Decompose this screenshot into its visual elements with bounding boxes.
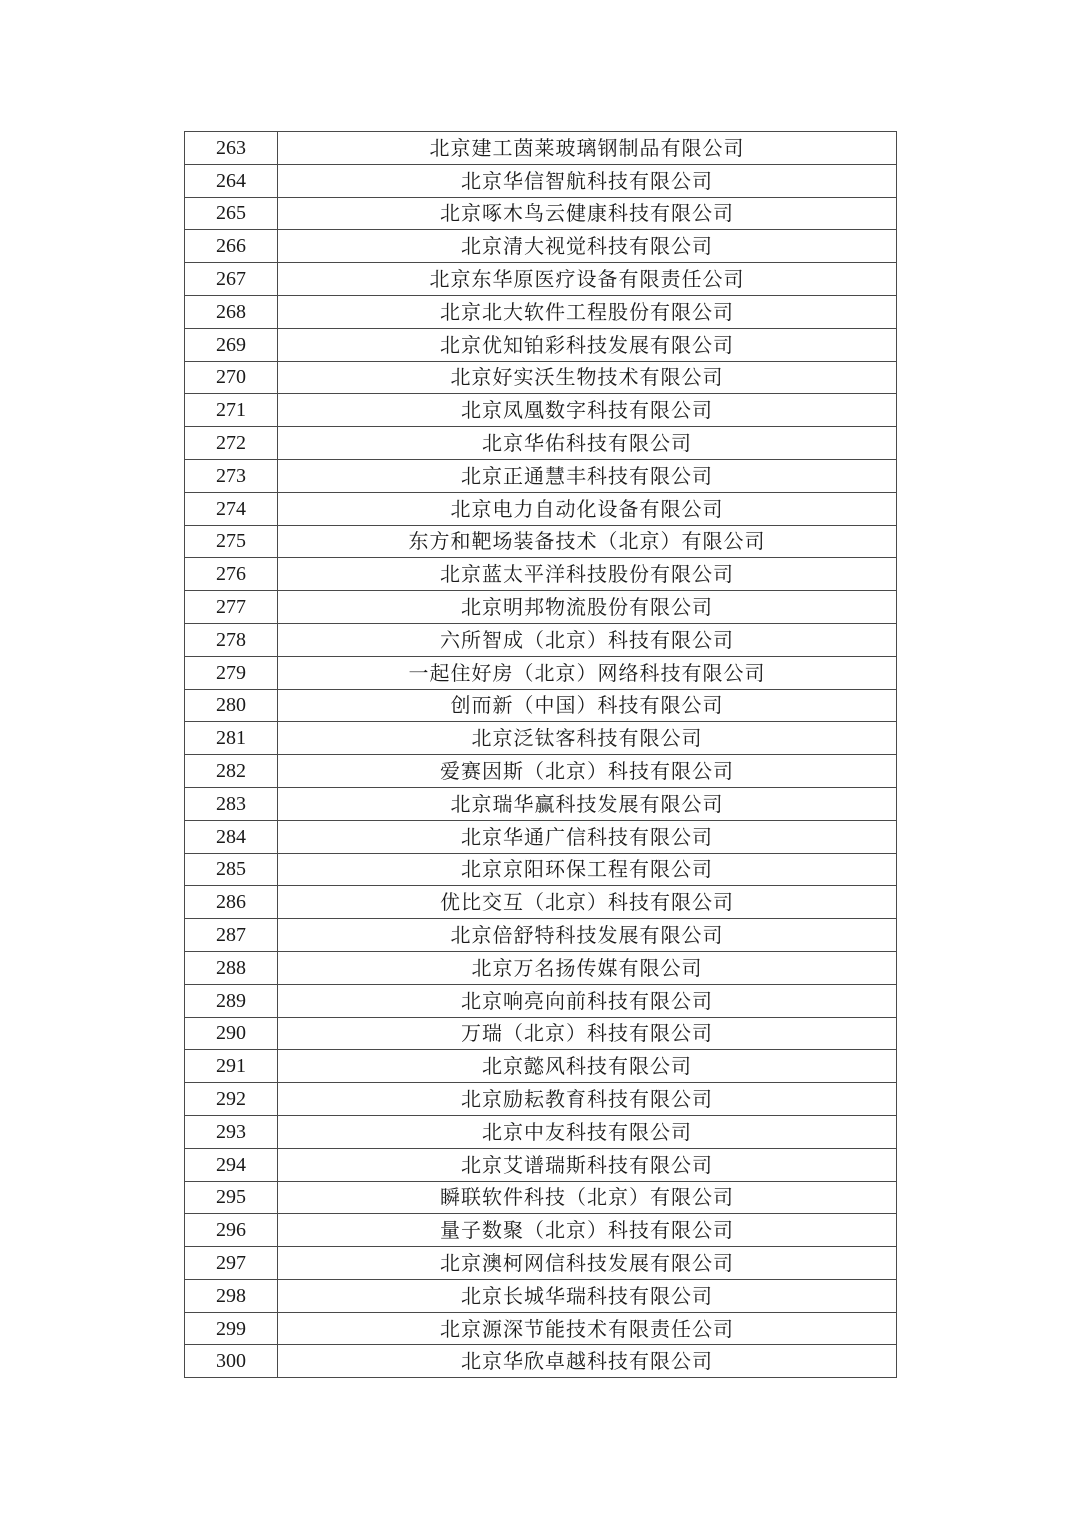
row-number: 290	[185, 1017, 278, 1050]
company-name: 东方和靶场装备技术（北京）有限公司	[278, 525, 897, 558]
table-row	[185, 132, 897, 165]
row-number: 263	[185, 132, 278, 165]
table-row	[185, 1083, 897, 1116]
row-number: 264	[185, 164, 278, 197]
table-row	[185, 459, 897, 492]
table-row	[185, 1345, 897, 1378]
company-name: 北京京阳环保工程有限公司	[278, 853, 897, 886]
row-number: 300	[185, 1345, 278, 1378]
company-name: 北京建工茵莱玻璃钢制品有限公司	[278, 132, 897, 165]
row-number: 299	[185, 1312, 278, 1345]
company-name: 北京东华原医疗设备有限责任公司	[278, 263, 897, 296]
company-name: 北京万名扬传媒有限公司	[278, 951, 897, 984]
company-name: 优比交互（北京）科技有限公司	[278, 886, 897, 919]
table-row	[185, 722, 897, 755]
table-row	[185, 1181, 897, 1214]
company-name: 北京华信智航科技有限公司	[278, 164, 897, 197]
table-row	[185, 525, 897, 558]
table-row	[185, 919, 897, 952]
company-name: 北京优知铂彩科技发展有限公司	[278, 328, 897, 361]
table-row	[185, 1247, 897, 1280]
company-name: 北京华佑科技有限公司	[278, 427, 897, 460]
company-name: 万瑞（北京）科技有限公司	[278, 1017, 897, 1050]
table-row	[185, 984, 897, 1017]
table-row	[185, 328, 897, 361]
row-number: 271	[185, 394, 278, 427]
company-name: 北京长城华瑞科技有限公司	[278, 1279, 897, 1312]
row-number: 285	[185, 853, 278, 886]
company-name: 北京懿风科技有限公司	[278, 1050, 897, 1083]
row-number: 269	[185, 328, 278, 361]
company-name: 北京凤凰数字科技有限公司	[278, 394, 897, 427]
row-number: 266	[185, 230, 278, 263]
table-row	[185, 1214, 897, 1247]
row-number: 278	[185, 623, 278, 656]
company-name: 北京中友科技有限公司	[278, 1115, 897, 1148]
table-body	[185, 132, 897, 1378]
table-row	[185, 492, 897, 525]
table-row	[185, 230, 897, 263]
table-row	[185, 656, 897, 689]
table-row	[185, 1312, 897, 1345]
table-row	[185, 591, 897, 624]
table-row	[185, 1050, 897, 1083]
company-name: 北京好实沃生物技术有限公司	[278, 361, 897, 394]
table-row	[185, 623, 897, 656]
table-row	[185, 755, 897, 788]
table-row	[185, 1115, 897, 1148]
company-name: 北京清大视觉科技有限公司	[278, 230, 897, 263]
company-name: 一起住好房（北京）网络科技有限公司	[278, 656, 897, 689]
company-name: 北京华通广信科技有限公司	[278, 820, 897, 853]
row-number: 274	[185, 492, 278, 525]
company-name: 六所智成（北京）科技有限公司	[278, 623, 897, 656]
company-name: 北京北大软件工程股份有限公司	[278, 295, 897, 328]
company-name: 北京泛钛客科技有限公司	[278, 722, 897, 755]
company-name: 爱赛因斯（北京）科技有限公司	[278, 755, 897, 788]
row-number: 293	[185, 1115, 278, 1148]
row-number: 286	[185, 886, 278, 919]
row-number: 275	[185, 525, 278, 558]
table-row	[185, 1017, 897, 1050]
company-name: 北京蓝太平洋科技股份有限公司	[278, 558, 897, 591]
table-row	[185, 1279, 897, 1312]
table-row	[185, 164, 897, 197]
company-name: 瞬联软件科技（北京）有限公司	[278, 1181, 897, 1214]
table-row	[185, 886, 897, 919]
row-number: 289	[185, 984, 278, 1017]
company-name: 北京艾谱瑞斯科技有限公司	[278, 1148, 897, 1181]
row-number: 295	[185, 1181, 278, 1214]
row-number: 270	[185, 361, 278, 394]
company-name: 北京澳柯网信科技发展有限公司	[278, 1247, 897, 1280]
row-number: 281	[185, 722, 278, 755]
company-name: 北京明邦物流股份有限公司	[278, 591, 897, 624]
company-name: 北京华欣卓越科技有限公司	[278, 1345, 897, 1378]
table-row	[185, 361, 897, 394]
row-number: 280	[185, 689, 278, 722]
table-row	[185, 295, 897, 328]
table-row	[185, 689, 897, 722]
company-name: 北京电力自动化设备有限公司	[278, 492, 897, 525]
table-row	[185, 787, 897, 820]
row-number: 267	[185, 263, 278, 296]
row-number: 277	[185, 591, 278, 624]
table-row	[185, 1148, 897, 1181]
row-number: 287	[185, 919, 278, 952]
row-number: 279	[185, 656, 278, 689]
row-number: 294	[185, 1148, 278, 1181]
row-number: 283	[185, 787, 278, 820]
row-number: 273	[185, 459, 278, 492]
company-name: 北京源深节能技术有限责任公司	[278, 1312, 897, 1345]
table-row	[185, 951, 897, 984]
row-number: 297	[185, 1247, 278, 1280]
company-name: 创而新（中国）科技有限公司	[278, 689, 897, 722]
table-row	[185, 853, 897, 886]
table-row	[185, 558, 897, 591]
row-number: 291	[185, 1050, 278, 1083]
company-name: 北京啄木鸟云健康科技有限公司	[278, 197, 897, 230]
row-number: 282	[185, 755, 278, 788]
company-name: 北京响亮向前科技有限公司	[278, 984, 897, 1017]
table-row	[185, 197, 897, 230]
row-number: 268	[185, 295, 278, 328]
table-row	[185, 263, 897, 296]
table-row	[185, 427, 897, 460]
table-row	[185, 820, 897, 853]
row-number: 276	[185, 558, 278, 591]
row-number: 265	[185, 197, 278, 230]
row-number: 298	[185, 1279, 278, 1312]
table-row	[185, 394, 897, 427]
company-name: 北京正通慧丰科技有限公司	[278, 459, 897, 492]
company-name: 北京倍舒特科技发展有限公司	[278, 919, 897, 952]
row-number: 296	[185, 1214, 278, 1247]
company-name: 北京励耘教育科技有限公司	[278, 1083, 897, 1116]
company-name: 北京瑞华赢科技发展有限公司	[278, 787, 897, 820]
row-number: 284	[185, 820, 278, 853]
row-number: 288	[185, 951, 278, 984]
row-number: 272	[185, 427, 278, 460]
company-list-table	[184, 131, 897, 1378]
company-name: 量子数聚（北京）科技有限公司	[278, 1214, 897, 1247]
row-number: 292	[185, 1083, 278, 1116]
